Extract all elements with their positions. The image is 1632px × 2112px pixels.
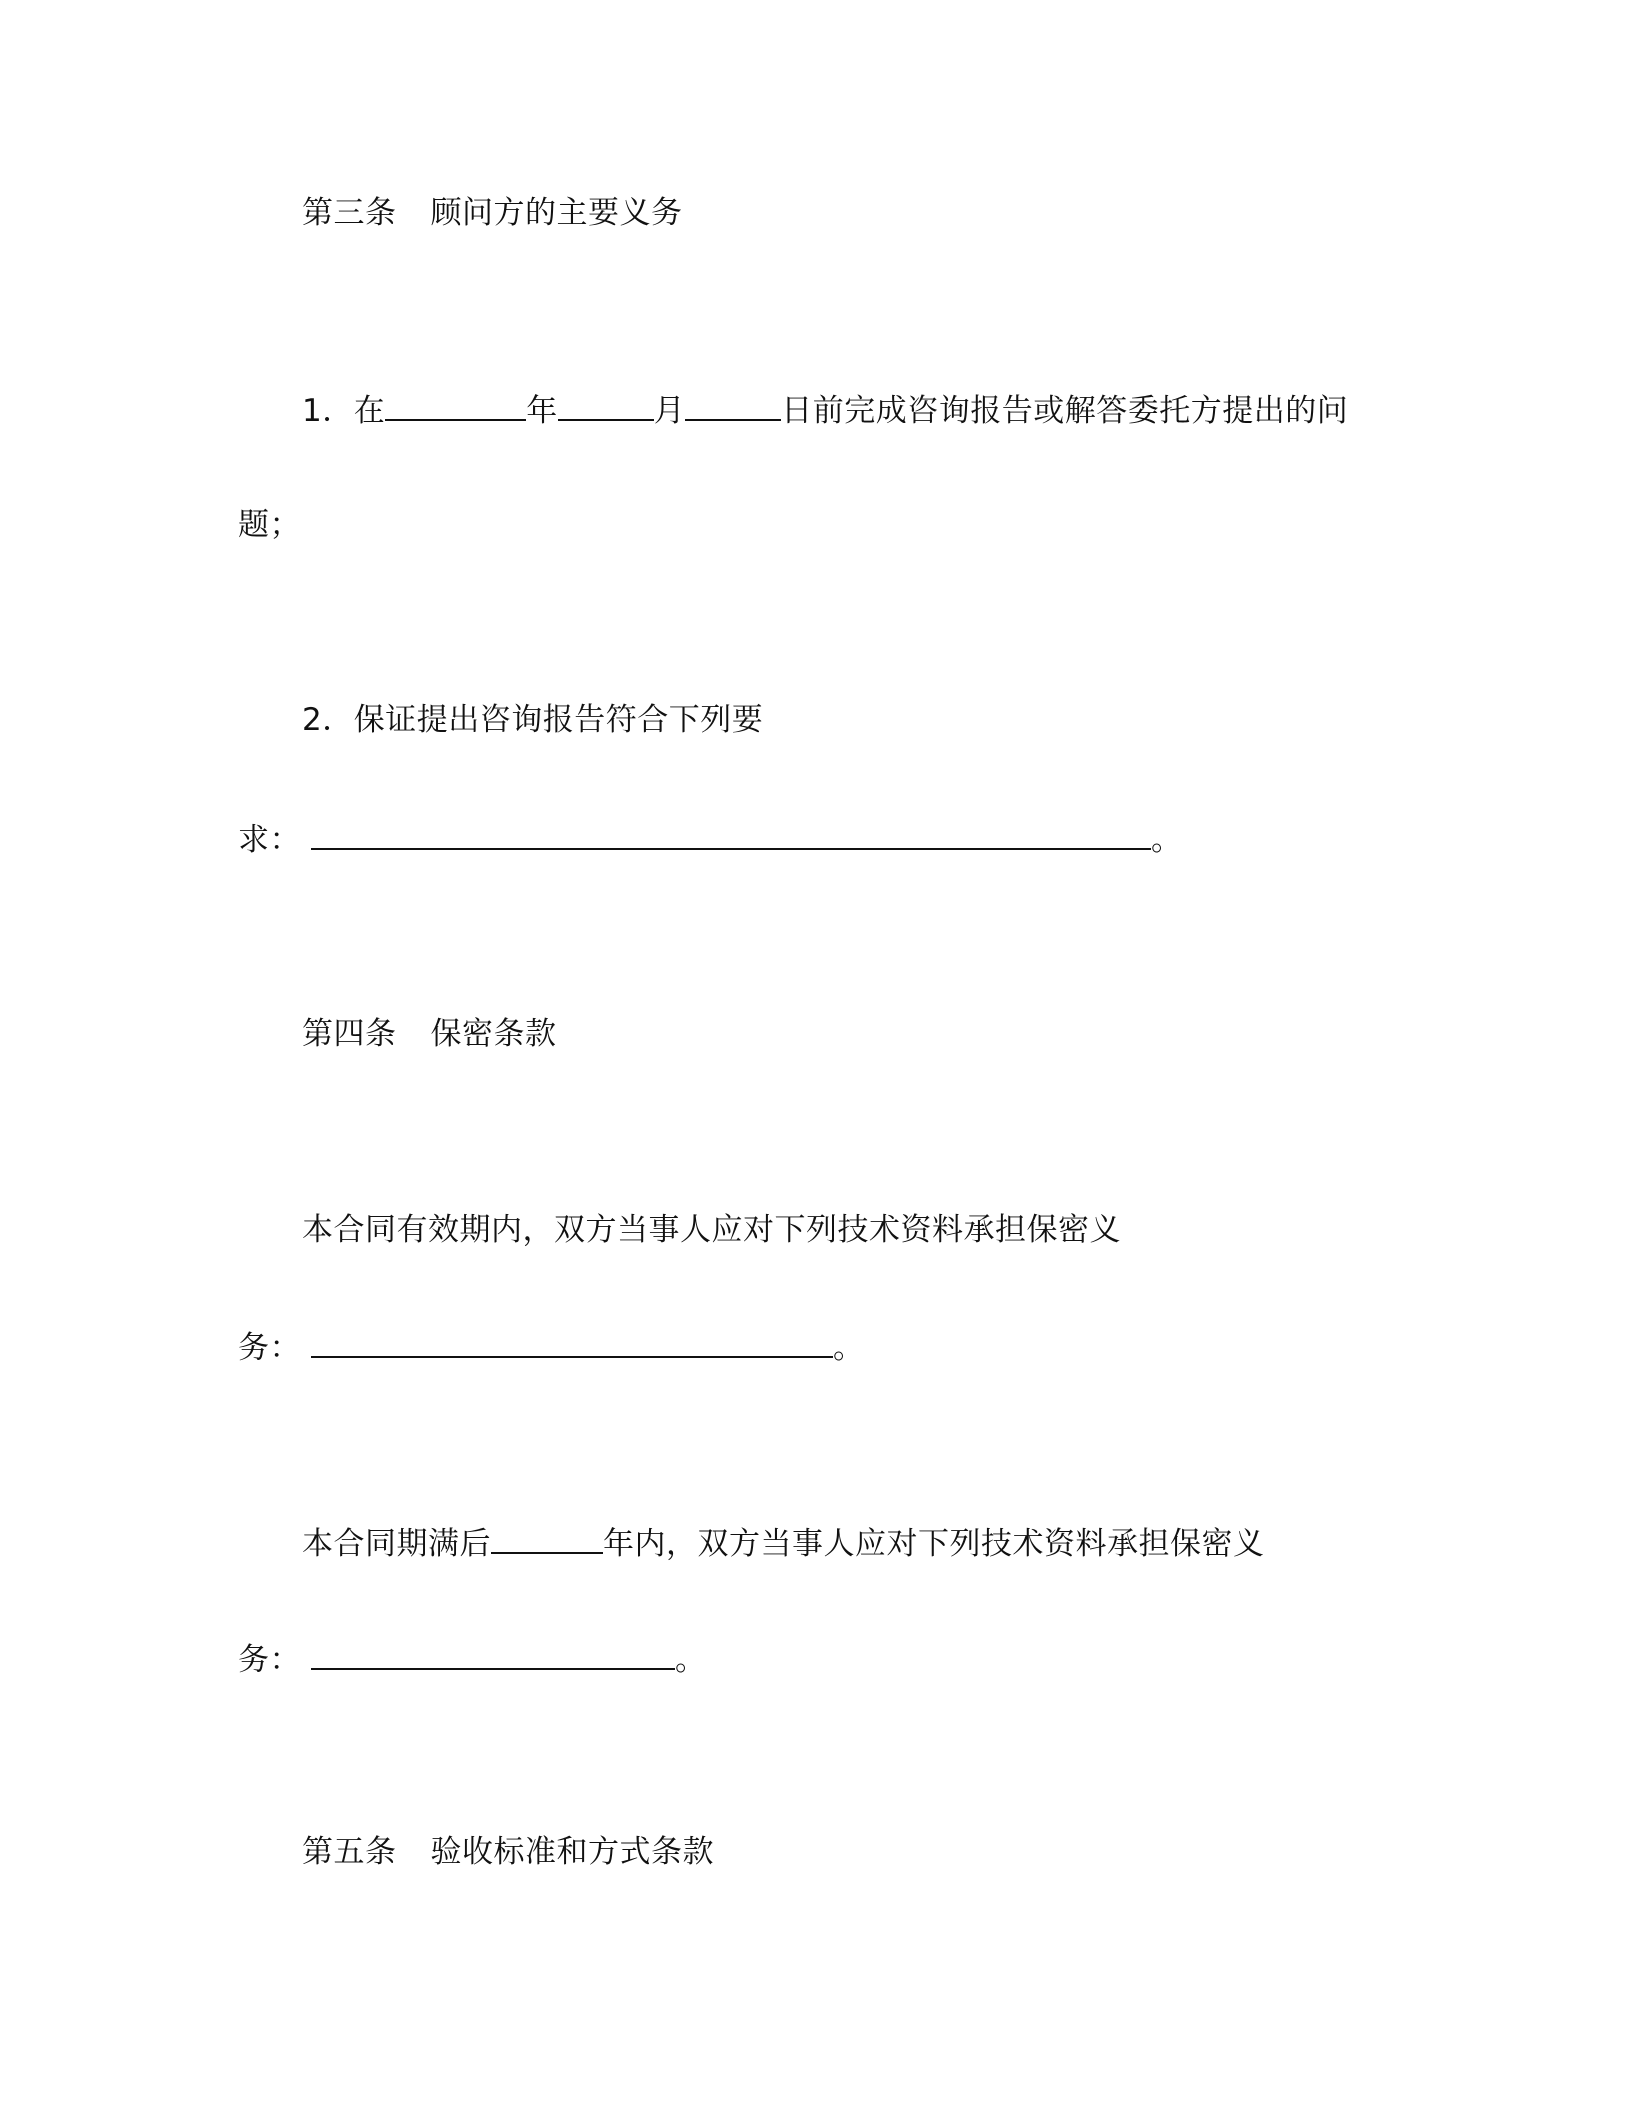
article-4-para-2 (302, 1522, 1265, 1564)
confidential-materials-blank-1[interactable] (311, 1326, 833, 1358)
requirements-blank[interactable] (311, 818, 1151, 850)
article-4-heading (302, 1014, 557, 1054)
article-4-number: 第四条 (302, 1016, 397, 1052)
item-2-text: 2．保证提出咨询报告符合下列要 (302, 702, 764, 738)
article-4-para-1 (302, 1210, 1121, 1250)
year-blank[interactable] (385, 389, 526, 421)
article-3-item-2 (302, 700, 763, 740)
article-4-para-1-continuation (238, 1326, 865, 1368)
year-label: 年 (526, 393, 558, 429)
article-4-title: 保密条款 (430, 1016, 557, 1052)
month-blank[interactable] (558, 389, 654, 421)
article-5-title: 验收标准和方式条款 (430, 1834, 714, 1870)
article-3-heading (302, 193, 683, 233)
day-blank[interactable] (685, 389, 781, 421)
para-2-end: 。 (675, 1642, 707, 1678)
para-1-text: 本合同有效期内，双方当事人应对下列技术资料承担保密义 (302, 1212, 1121, 1248)
item-1-prefix: 1．在 (302, 393, 386, 429)
article-5-heading (302, 1832, 714, 1872)
article-5-number: 第五条 (302, 1834, 397, 1870)
para-2-cont: 务： (238, 1642, 301, 1678)
article-3-number: 第三条 (302, 195, 397, 231)
month-label: 月 (653, 393, 686, 429)
article-3-item-1-continuation (238, 505, 301, 545)
article-3-item-2-continuation (238, 818, 1183, 860)
confidential-materials-blank-2[interactable] (311, 1638, 675, 1670)
item-1-rest: 日前完成咨询报告或解答委托方提出的问 (781, 393, 1349, 429)
para-2-rest: 年内，双方当事人应对下列技术资料承担保密义 (603, 1526, 1265, 1562)
para-1-end: 。 (833, 1330, 865, 1366)
item-2-cont: 求： (238, 822, 301, 858)
article-3-item-1 (302, 389, 1348, 431)
years-blank[interactable] (491, 1522, 603, 1554)
item-2-end: 。 (1151, 822, 1183, 858)
item-1-cont: 题； (238, 507, 301, 543)
para-1-cont: 务： (238, 1330, 301, 1366)
para-2-prefix: 本合同期满后 (302, 1526, 491, 1562)
article-3-title: 顾问方的主要义务 (430, 195, 683, 231)
article-4-para-2-continuation (238, 1638, 707, 1680)
